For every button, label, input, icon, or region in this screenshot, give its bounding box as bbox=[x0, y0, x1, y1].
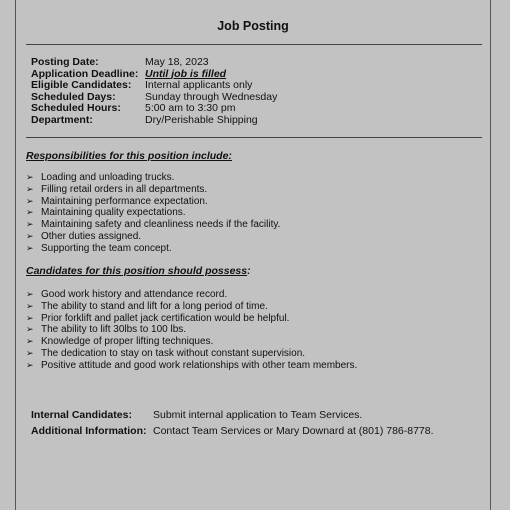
list-item bbox=[26, 289, 357, 301]
list-item-text: Prior forklift and pallet jack certification would be helpful. bbox=[41, 312, 290, 324]
list-item-text: Filling retail orders in all departments. bbox=[41, 183, 208, 195]
document-page bbox=[15, 0, 491, 510]
arrow-bullet-icon: ➢ bbox=[26, 324, 34, 335]
list-item bbox=[26, 348, 357, 360]
arrow-bullet-icon: ➢ bbox=[26, 300, 34, 311]
list-item-text: Maintaining safety and cleanliness needs if the facility. bbox=[41, 219, 281, 231]
list-item-text: Other duties assigned. bbox=[41, 230, 142, 242]
list-item bbox=[26, 207, 280, 219]
contact-info bbox=[31, 408, 434, 439]
detail-label: Posting Date: bbox=[31, 56, 99, 68]
footer-value: Contact Team Services or Mary Downard at (801) 786-8778. bbox=[153, 424, 434, 437]
arrow-bullet-icon: ➢ bbox=[26, 242, 34, 253]
detail-value: Dry/Perishable Shipping bbox=[145, 113, 258, 126]
detail-value: May 18, 2023 bbox=[145, 56, 209, 68]
qualifications-heading-text: Candidates for this position should possess bbox=[26, 265, 248, 277]
arrow-bullet-icon: ➢ bbox=[26, 230, 34, 241]
qualifications-heading-colon: : bbox=[247, 265, 251, 277]
list-item bbox=[26, 301, 357, 313]
footer-label: Additional Information: bbox=[31, 424, 147, 437]
detail-label: Scheduled Hours: bbox=[31, 102, 121, 114]
detail-row-eligible-candidates bbox=[31, 80, 277, 92]
footer-row-internal-candidates bbox=[31, 408, 434, 424]
arrow-bullet-icon: ➢ bbox=[26, 289, 34, 299]
list-item-text: Maintaining performance expectation. bbox=[41, 195, 208, 207]
footer-label: Internal Candidates: bbox=[31, 409, 132, 421]
list-item-text: Supporting the team concept. bbox=[41, 242, 172, 254]
list-item-text: Knowledge of proper lifting techniques. bbox=[41, 336, 214, 348]
list-item bbox=[26, 184, 280, 196]
footer-row-additional-information bbox=[31, 424, 434, 440]
detail-value: 5:00 am to 3:30 pm bbox=[145, 102, 236, 114]
list-item bbox=[26, 243, 280, 255]
detail-label: Scheduled Days: bbox=[31, 90, 116, 103]
arrow-bullet-icon: ➢ bbox=[26, 183, 34, 194]
responsibilities-heading bbox=[26, 150, 232, 162]
qualifications-heading bbox=[26, 265, 251, 277]
arrow-bullet-icon: ➢ bbox=[26, 336, 34, 347]
list-item-text: The ability to stand and lift for a long period of time. bbox=[41, 300, 268, 312]
detail-value: Sunday through Wednesday bbox=[145, 90, 278, 103]
arrow-bullet-icon: ➢ bbox=[26, 312, 34, 323]
list-item bbox=[26, 313, 357, 325]
list-item-text: Positive attitude and good work relationships with other team members. bbox=[41, 359, 358, 371]
list-item-text: The ability to lift 30lbs to 100 lbs. bbox=[41, 324, 187, 336]
list-item bbox=[26, 231, 280, 243]
arrow-bullet-icon: ➢ bbox=[26, 219, 34, 230]
detail-value: Until job is filled bbox=[145, 67, 227, 80]
list-item bbox=[26, 196, 280, 208]
list-item-text: Loading and unloading trucks. bbox=[41, 172, 175, 183]
arrow-bullet-icon: ➢ bbox=[26, 195, 34, 206]
detail-label: Eligible Candidates: bbox=[31, 79, 132, 91]
detail-label: Application Deadline: bbox=[31, 67, 139, 80]
qualifications-list bbox=[26, 289, 357, 372]
posting-details bbox=[31, 57, 277, 126]
list-item bbox=[26, 219, 280, 231]
list-item bbox=[26, 324, 357, 336]
page-title: Job Posting bbox=[217, 19, 289, 33]
list-item bbox=[26, 336, 357, 348]
divider-middle bbox=[26, 137, 482, 138]
detail-row-department bbox=[31, 115, 277, 127]
list-item-text: Good work history and attendance record. bbox=[41, 289, 228, 300]
detail-row-posting-date bbox=[31, 57, 277, 69]
detail-row-scheduled-hours bbox=[31, 103, 277, 115]
footer-value: Submit internal application to Team Services. bbox=[153, 409, 363, 421]
responsibilities-list bbox=[26, 172, 280, 255]
list-item bbox=[26, 172, 280, 184]
detail-value: Internal applicants only bbox=[145, 79, 253, 91]
detail-label: Department: bbox=[31, 113, 93, 126]
list-item-text: Maintaining quality expectations. bbox=[41, 207, 186, 219]
arrow-bullet-icon: ➢ bbox=[26, 347, 34, 358]
arrow-bullet-icon: ➢ bbox=[26, 207, 34, 218]
list-item-text: The dedication to stay on task without constant supervision. bbox=[41, 347, 306, 359]
list-item bbox=[26, 360, 357, 372]
divider-top bbox=[26, 44, 482, 45]
arrow-bullet-icon: ➢ bbox=[26, 359, 34, 370]
responsibilities-heading-text: Responsibilities for this position include: bbox=[26, 150, 232, 162]
arrow-bullet-icon: ➢ bbox=[26, 172, 34, 182]
